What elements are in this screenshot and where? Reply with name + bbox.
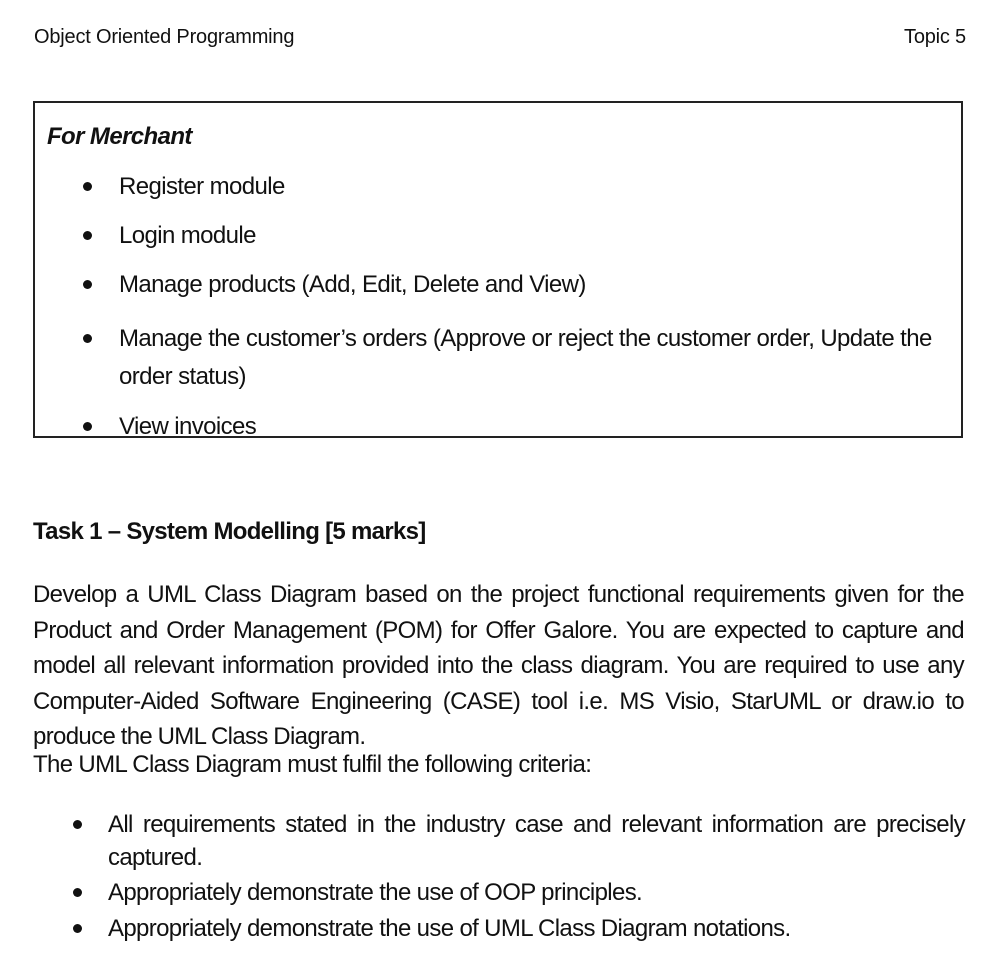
bullet-icon bbox=[83, 422, 92, 431]
merchant-list-item bbox=[119, 168, 959, 206]
bullet-icon bbox=[83, 280, 92, 289]
bullet-icon bbox=[73, 924, 82, 933]
criteria-list-item bbox=[108, 808, 965, 874]
criteria-intro: The UML Class Diagram must fulfil the following criteria: bbox=[33, 751, 592, 778]
bullet-icon bbox=[83, 182, 92, 191]
bullet-icon bbox=[73, 820, 82, 829]
merchant-item-text: Manage products (Add, Edit, Delete and View) bbox=[119, 271, 586, 298]
merchant-list-item bbox=[119, 266, 959, 304]
criteria-item-text: All requirements stated in the industry case and relevant information are precisely captured. bbox=[108, 811, 965, 871]
merchant-list-item bbox=[119, 320, 959, 396]
task-description: Develop a UML Class Diagram based on the project functional requirements given for the Product and Order Management (POM) for Offer Galore. You are expected to capture and model all relevant information provided into the class diagram. You are required to use any Computer-Aided Software Engineering (CASE) tool i.e. MS Visio, StarUML or draw.io to produce the UML Class Diagram. bbox=[33, 581, 964, 750]
course-header: Object Oriented Programming bbox=[34, 26, 295, 48]
merchant-list-item bbox=[119, 408, 959, 438]
merchant-requirements-box bbox=[33, 101, 963, 438]
merchant-item-text: Register module bbox=[119, 173, 285, 200]
merchant-item-text: Manage the customer’s orders (Approve or reject the customer order, Update the order status) bbox=[119, 325, 932, 390]
bullet-icon bbox=[83, 231, 92, 240]
criteria-item-text: Appropriately demonstrate the use of OOP principles. bbox=[108, 879, 643, 906]
bullet-icon bbox=[73, 888, 82, 897]
topic-header: Topic 5 bbox=[904, 26, 966, 48]
merchant-list-item bbox=[119, 217, 959, 255]
criteria-list-item bbox=[108, 876, 965, 909]
task-title: Task 1 – System Modelling [5 marks] bbox=[33, 517, 426, 545]
merchant-item-text: View invoices bbox=[119, 413, 257, 438]
merchant-box-title: For Merchant bbox=[47, 123, 192, 150]
bullet-icon bbox=[83, 334, 92, 343]
merchant-item-text: Login module bbox=[119, 222, 256, 249]
criteria-list-item bbox=[108, 912, 965, 945]
criteria-item-text: Appropriately demonstrate the use of UML Class Diagram notations. bbox=[108, 915, 791, 942]
